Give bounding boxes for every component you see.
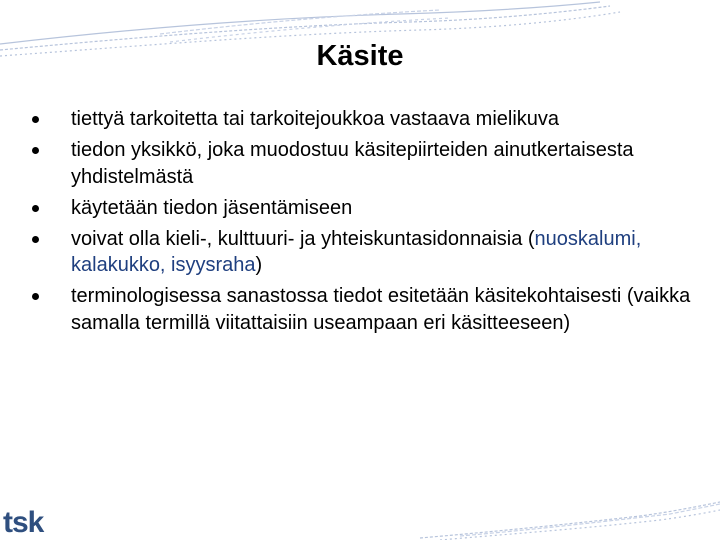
bullet-item (32, 283, 692, 336)
bullet-item (32, 137, 692, 190)
bullet-text: voivat olla kieli-, kulttuuri- ja yhteiskuntasidonnaisia (71, 227, 523, 250)
bullet-item (32, 226, 692, 279)
bullet-text: tiettyä tarkoitetta tai tarkoitejoukkoa vastaava mielikuva (71, 108, 560, 130)
bullet-item (32, 106, 692, 133)
bullet-text: tiedon yksikkö, joka muodostuu käsitepiirteiden ainutkertaisesta yhdistelmästä (71, 139, 634, 188)
slide-title: Käsite (316, 40, 404, 72)
decorative-text-pattern-bottom (400, 498, 720, 540)
examples-open-paren: ( (522, 227, 535, 250)
examples-close-paren: ) (255, 254, 263, 276)
bullet-icon (32, 147, 39, 154)
bullet-item (32, 195, 692, 222)
tsk-logo: tsk (3, 506, 44, 539)
bullet-icon (32, 236, 39, 243)
bullet-list (32, 106, 692, 341)
bullet-icon (32, 293, 39, 300)
bullet-icon (32, 205, 39, 212)
examples-text: nuoskalumi, kalakukko, isyysraha (71, 227, 642, 276)
bullet-icon (32, 116, 39, 123)
bullet-text: käytetään tiedon jäsentämiseen (71, 196, 353, 219)
bullet-text: terminologisessa sanastossa tiedot esitetään käsitekohtaisesti (vaikka samalla termillä viitattaisiin useampaan eri käsitteeseen) (71, 285, 691, 334)
